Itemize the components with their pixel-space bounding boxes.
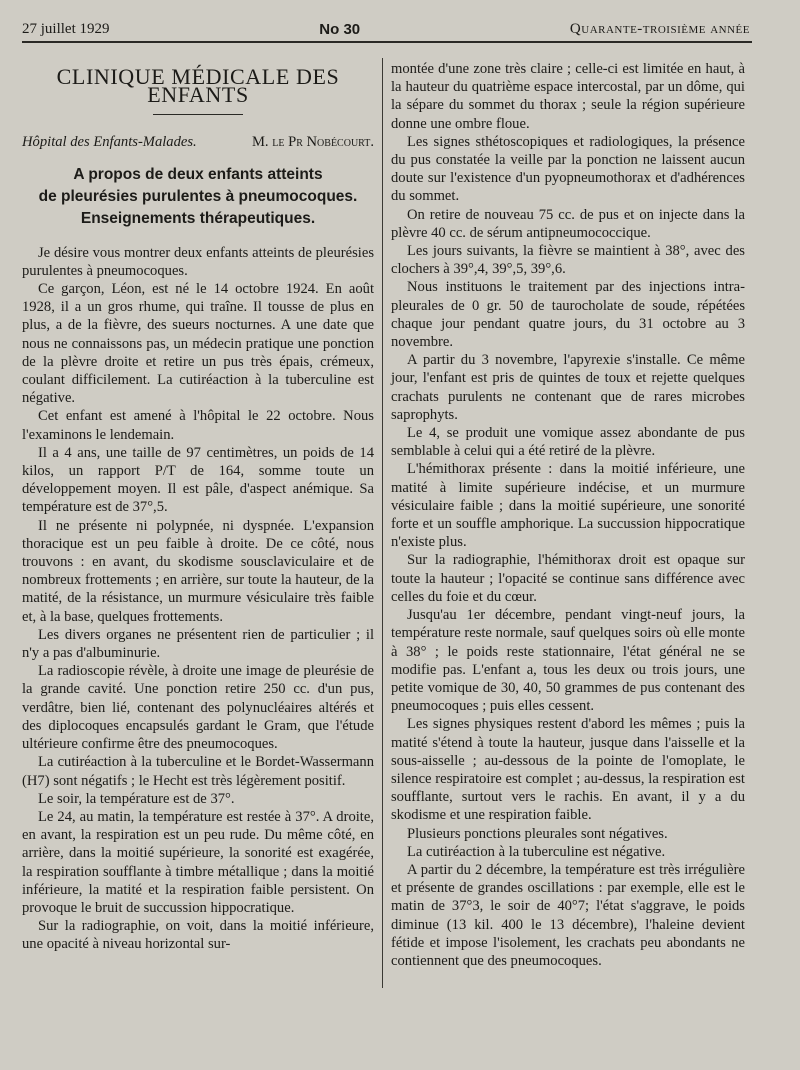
paragraph: La radioscopie révèle, à droite une image de pleurésie de la grande cavité. Une ponction retire 250 cc. d'un pus, verdâtre, bien lié, contenant des polynucléaires altérés et des diplocoques encapsulés gardant le Gram, que l'étude ultérieure confirme être des pneumocoques. [22, 663, 374, 753]
paragraph: Cet enfant est amené à l'hôpital le 22 octobre. Nous l'examinons le lendemain. [22, 408, 374, 443]
paragraph: La cutiréaction à la tuberculine est négative. [407, 843, 666, 860]
paragraph: Le soir, la température est de 37°. [38, 790, 235, 807]
paragraph: Les divers organes ne présentent rien de particulier ; il n'y a pas d'albuminurie. [22, 626, 374, 662]
paragraph: Nous instituons le traitement par des injections intra-pleurales de 0 gr. 50 de taurocholate de soude, répétées chaque jour pendant quatre jours, du 31 octobre au 3 novembre. [391, 279, 745, 351]
paragraph: Jusqu'au 1er décembre, pendant vingt-neuf jours, la température reste normale, sauf quelques soirs où elle monte à 38° ; le poids reste stationnaire, l'état général ne se modifie pas. L'enfant a, tous les deux ou trois jours, une petite vomique de 30, 40, 50 grammes de pus contenant des pneumocoques ; puis elles cessent. [391, 607, 745, 715]
section-title: CLINIQUE MÉDICALE DES ENFANTS [56, 64, 340, 108]
header-rule [22, 41, 752, 43]
paragraph: La cutiréaction à la tuberculine et le Bordet-Wassermann (H7) sont négatifs ; le Hecht est très légèrement positif. [22, 754, 374, 789]
paragraph: Sur la radiographie, on voit, dans la moitié inférieure, une opacité à niveau horizontal sur- [22, 918, 374, 953]
hospital-name: Hôpital des Enfants-Malades. [22, 134, 197, 151]
lecture-title [22, 164, 374, 230]
paragraph: Les signes physiques restent d'abord les mêmes ; puis la matité s'étend à toute la hauteur, jusque dans l'aisselle et la sous-aisselle ; au-dessous de la pointe de l'omoplate, le silence respiratoire est complet ; au-dessus, la respiration est soufflante, surtout vers le rachis. En avant, il y a du skodisme et une respiration faible. [391, 716, 745, 824]
page-header [22, 18, 750, 40]
professor-name: M. le Pr Nobécourt. [251, 134, 374, 151]
byline [22, 133, 374, 151]
paragraph: Plusieurs ponctions pleurales sont négatives. [407, 825, 668, 842]
paragraph: A partir du 2 décembre, la température est très irrégulière et présente de grandes oscillations : par exemple, elle est le matin de 37°3, le soir de 40°7; l'état s'aggrave, le poids diminue (13 kil. 400 le 13 décembre), l'haleine devient fétide et impose l'isolement, les crachats peu abondants ne contiennent que des pneumocoques. [391, 861, 745, 969]
title-line: A propos de deux enfants atteints [73, 165, 323, 183]
title-line: Enseignements thérapeutiques. [80, 209, 316, 227]
volume-year: Quarante-troisième année [569, 20, 750, 37]
paragraph: Les jours suivants, la fièvre se maintient à 38°, avec des clochers à 39°,4, 39°,5, 39°,6. [391, 243, 745, 278]
paragraph: Je désire vous montrer deux enfants atteints de pleurésies purulentes à pneumocoques. [22, 244, 374, 279]
paragraph: Il ne présente ni polypnée, ni dyspnée. L'expansion thoracique est un peu faible à droite. De ce côté, nous trouvons : en avant, du skodisme sousclaviculaire et de nombreux frottements ; en arrière, sur toute la hauteur, de la matité, de la résistance, un murmure vésiculaire très faible et, à la base, quelques frottements. [22, 517, 374, 625]
issue-date: 27 juillet 1929 [22, 20, 110, 37]
paragraph: Le 24, au matin, la température est restée à 37°. A droite, en avant, la respiration est un peu rude. Du même côté, en arrière, dans la moitié supérieure, la sonorité est exagérée, la respiration soufflante à timbre métallique ; dans la moitié inférieure, la matité et la respiration faible persistent. On provoque le bruit de succussion hippocratique. [22, 808, 374, 916]
column-divider [382, 58, 383, 988]
paragraph: On retire de nouveau 75 cc. de pus et on injecte dans la plèvre 40 cc. de sérum antipneumococcique. [391, 206, 745, 241]
right-column [391, 60, 745, 970]
left-body [22, 244, 374, 954]
title-line: de pleurésies purulentes à pneumocoques. [38, 187, 358, 205]
paragraph: L'hémithorax présente : dans la moitié inférieure, une matité à limite supérieure indécise, et un murmure vésiculaire faible ; dans la moitié supérieure, une sonorité forte et un souffle amphorique. La succussion hippocratique n'existe plus. [391, 461, 745, 551]
paragraph: Sur la radiographie, l'hémithorax droit est opaque sur toute la hauteur ; l'opacité se continue sans différence avec celles du foie et du cœur. [391, 552, 745, 605]
paragraph: montée d'une zone très claire ; celle-ci est limitée en haut, à la hauteur du quatrième espace intercostal, par un dôme, qui la sépare du sommet du thorax ; seule la région supérieure donne une ombre floue. [391, 61, 745, 132]
paragraph: A partir du 3 novembre, l'apyrexie s'installe. Ce même jour, l'enfant est pris de quintes de toux et rejette quelques crachats purulents ne contenant que de rares microbes saprophyts. [391, 352, 745, 423]
paragraph: Le 4, se produit une vomique assez abondante de pus semblable à celui qui a été retiré de la plèvre. [391, 425, 745, 460]
paragraph: Les signes sthétoscopiques et radiologiques, la présence du pus constatée la veille par la ponction ne laissent aucun doute sur l'existence d'un pyopneumothorax et d'adhérences du sommet. [391, 133, 745, 205]
paragraph: Il a 4 ans, une taille de 97 centimètres, un poids de 14 kilos, un rapport P/T de 164, somme toute un développement moyen. Il est pâle, d'aspect anémique. Sa température est de 37°,5. [22, 444, 374, 516]
issue-number: No 30 [319, 20, 361, 38]
left-column [22, 60, 374, 954]
right-body [391, 60, 745, 970]
paragraph: Ce garçon, Léon, est né le 14 octobre 1924. En août 1928, il a un gros rhume, qui traîne. Il tousse de plus en plus, a de la fièvre, des sueurs nocturnes. A une date que nous ne connaissons pas, un médecin pratique une ponction de la plèvre droite et retire un pus très épais, crémeux, coulant difficilement. La cutiréaction à la tuberculine est négative. [22, 281, 374, 407]
title-rule [153, 114, 243, 115]
